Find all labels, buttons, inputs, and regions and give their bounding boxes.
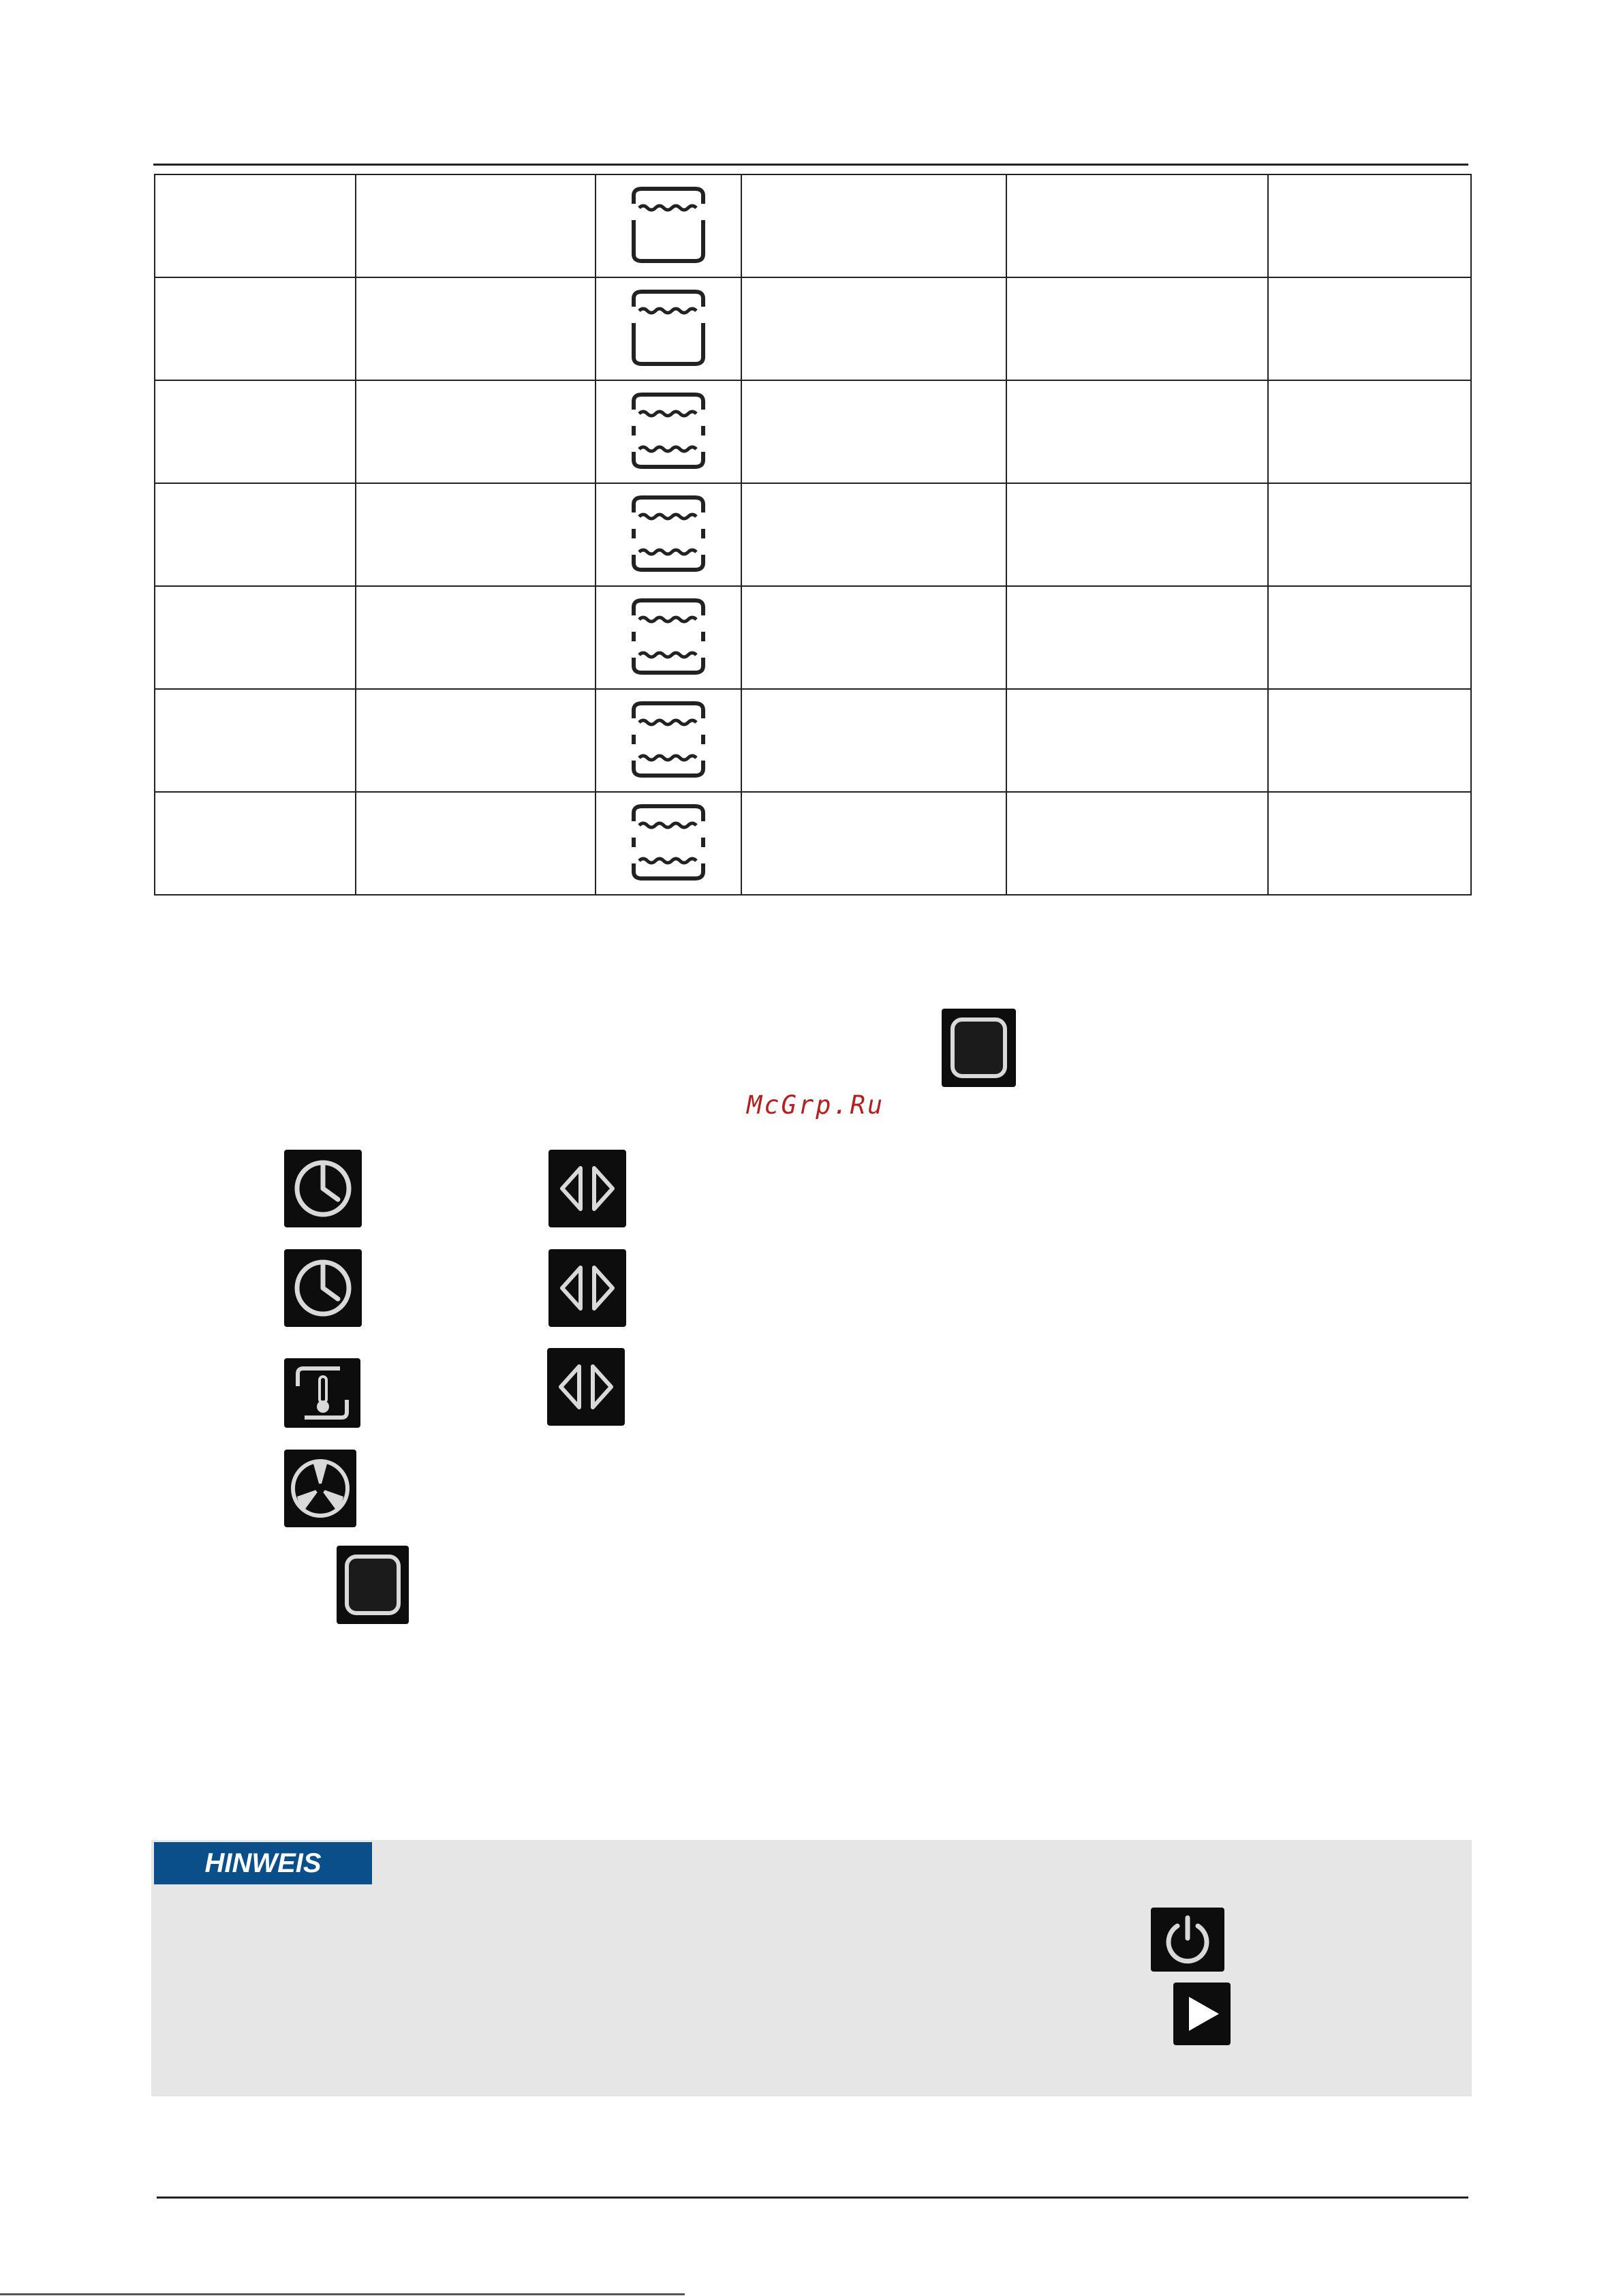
table-cell: [1268, 689, 1471, 792]
fan-icon[interactable]: [284, 1450, 356, 1527]
table-cell: [1006, 174, 1268, 277]
table-cell: [1268, 174, 1471, 277]
table-cell: [1006, 689, 1268, 792]
table-cell: [596, 174, 741, 277]
oven-modes-table: [154, 174, 1472, 896]
table-cell: [356, 380, 596, 483]
table-cell: [155, 174, 356, 277]
table-row: [155, 586, 1471, 689]
table-cell: [741, 380, 1006, 483]
square-key-icon[interactable]: [942, 1009, 1016, 1087]
table-body: [155, 174, 1471, 895]
top-bottom-heat-icon: [624, 698, 713, 781]
header-rule: [153, 164, 1468, 166]
top-heat-icon: [624, 286, 713, 369]
table-row: [155, 380, 1471, 483]
table-row: [155, 689, 1471, 792]
power-icon[interactable]: [1151, 1908, 1224, 1972]
table-row: [155, 277, 1471, 380]
table-cell: [596, 277, 741, 380]
footer-rule: [157, 2196, 1468, 2199]
table-cell: [356, 586, 596, 689]
table-cell: [356, 689, 596, 792]
table-cell: [155, 380, 356, 483]
table-cell: [155, 586, 356, 689]
table-cell: [741, 586, 1006, 689]
table-cell: [741, 277, 1006, 380]
left-right-arrows-icon[interactable]: [548, 1249, 626, 1327]
play-icon[interactable]: [1173, 1983, 1231, 2045]
table-row: [155, 483, 1471, 586]
table-cell: [356, 792, 596, 895]
table-cell: [1268, 586, 1471, 689]
top-bottom-heat-icon: [624, 492, 713, 575]
top-heat-icon: [624, 183, 713, 266]
table-cell: [155, 483, 356, 586]
square-key-icon[interactable]: [337, 1546, 409, 1624]
table-cell: [1006, 380, 1268, 483]
table-cell: [1006, 586, 1268, 689]
table-cell: [155, 277, 356, 380]
timer-icon[interactable]: [284, 1150, 362, 1227]
table-row: [155, 174, 1471, 277]
table-cell: [1006, 483, 1268, 586]
table-cell: [741, 689, 1006, 792]
top-bottom-heat-icon: [624, 389, 713, 472]
table-cell: [155, 689, 356, 792]
table-cell: [741, 792, 1006, 895]
notice-box: [151, 1840, 1472, 2096]
timer-icon[interactable]: [284, 1249, 362, 1327]
page-edge-line: [0, 2293, 685, 2295]
table-cell: [741, 174, 1006, 277]
table-cell: [596, 689, 741, 792]
thermometer-icon[interactable]: [284, 1358, 360, 1428]
table-cell: [596, 483, 741, 586]
table-cell: [356, 483, 596, 586]
table-cell: [1006, 792, 1268, 895]
notice-tag: HINWEIS: [154, 1842, 372, 1884]
table-cell: [741, 483, 1006, 586]
table-cell: [596, 586, 741, 689]
table-cell: [1268, 380, 1471, 483]
table-cell: [1006, 277, 1268, 380]
table-cell: [1268, 277, 1471, 380]
top-bottom-heat-icon: [624, 801, 713, 884]
table-cell: [1268, 792, 1471, 895]
table-cell: [596, 380, 741, 483]
top-bottom-heat-icon: [624, 595, 713, 678]
table-cell: [356, 174, 596, 277]
left-right-arrows-icon[interactable]: [547, 1348, 625, 1426]
table-cell: [155, 792, 356, 895]
table-cell: [356, 277, 596, 380]
left-right-arrows-icon[interactable]: [548, 1150, 626, 1227]
table-cell: [596, 792, 741, 895]
table-row: [155, 792, 1471, 895]
watermark: McGrp.Ru: [747, 1090, 885, 1120]
table-cell: [1268, 483, 1471, 586]
